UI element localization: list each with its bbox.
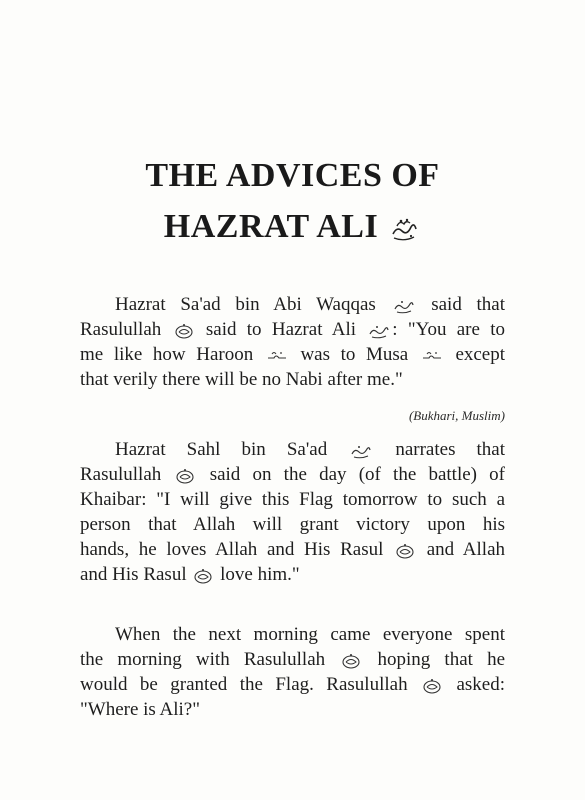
p3-line-1 — [80, 622, 505, 647]
honorific-small-icon — [350, 443, 372, 459]
paragraph-3 — [80, 622, 505, 722]
text-segment: hands, he loves Allah and His Rasul — [80, 539, 384, 560]
p1-line-3 — [80, 342, 505, 367]
text-segment: : "You are to — [392, 319, 506, 340]
text-segment: asked: — [456, 674, 506, 695]
salawat-icon — [175, 467, 195, 485]
text-segment: would be granted the Flag. Rasulullah — [80, 674, 408, 695]
text-segment: When the next morning came everyone spent — [115, 624, 505, 645]
text-segment: person that Allah will grant victory upon his — [80, 514, 505, 535]
salawat-icon — [395, 542, 415, 560]
salawat-icon — [422, 677, 442, 695]
text-segment: love him." — [220, 564, 300, 585]
p1-line-2 — [80, 317, 505, 342]
text-segment: said to Hazrat Ali — [205, 319, 356, 340]
text-segment: Rasulullah — [80, 464, 162, 485]
p2-line-3 — [80, 487, 505, 512]
title-text-1: THE ADVICES OF — [145, 157, 440, 194]
salawat-icon — [193, 567, 213, 585]
p1-line-4 — [80, 367, 505, 392]
p2-line-5 — [80, 537, 505, 562]
text-segment: Hazrat Sa'ad bin Abi Waqqas — [115, 294, 376, 315]
text-segment: said that — [431, 294, 506, 315]
honorific-icon — [389, 214, 419, 244]
paragraph-1 — [80, 292, 505, 392]
alayhis-salam-icon — [421, 349, 443, 363]
text-segment: was to Musa — [300, 344, 409, 365]
alayhis-salam-icon — [266, 349, 288, 363]
text-segment: the morning with Rasulullah — [80, 649, 326, 670]
text-segment: Rasulullah — [80, 319, 162, 340]
chapter-title-line-1 — [0, 157, 585, 195]
text-segment: narrates that — [395, 439, 506, 460]
p1-line-1 — [80, 292, 505, 317]
text-segment: and Allah — [426, 539, 505, 560]
paragraph-2 — [80, 437, 505, 587]
p2-line-6 — [80, 562, 505, 587]
p3-line-2 — [80, 647, 505, 672]
text-segment: Hazrat Sahl bin Sa'ad — [115, 439, 328, 460]
text-segment: except — [455, 344, 506, 365]
salawat-icon — [341, 652, 361, 670]
hadith-reference: (Bukhari, Muslim) — [408, 408, 505, 423]
salawat-icon — [174, 322, 194, 340]
honorific-small-icon — [368, 323, 390, 339]
text-segment: hoping that he — [377, 649, 506, 670]
text-segment: Khaibar: "I will give this Flag tomorrow to such a — [80, 489, 505, 510]
text-segment: "Where is Ali?" — [80, 699, 200, 720]
text-segment: and His Rasul — [80, 564, 187, 585]
text-segment: that verily there will be no Nabi after me." — [80, 369, 403, 390]
honorific-small-icon — [393, 298, 415, 314]
title-text-2: HAZRAT ALI — [163, 208, 379, 245]
p3-line-3 — [80, 672, 505, 697]
text-segment: me like how Haroon — [80, 344, 254, 365]
p2-line-1 — [80, 437, 505, 462]
text-segment: said on the day (of the battle) of — [209, 464, 506, 485]
p2-line-4 — [80, 512, 505, 537]
p3-line-4 — [80, 697, 505, 722]
p2-line-2 — [80, 462, 505, 487]
chapter-title-line-2 — [0, 208, 585, 246]
